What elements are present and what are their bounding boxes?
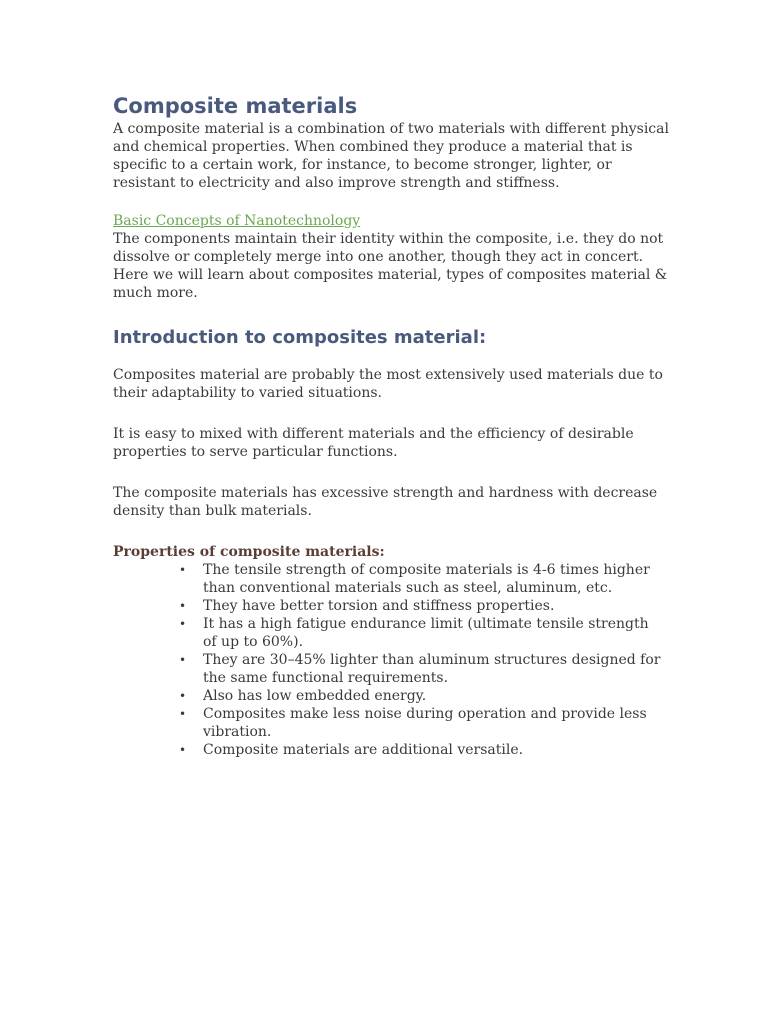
learn-more-paragraph: Here we will learn about composites material, types of composites material & much more. [113,267,668,301]
intro-paragraph: A composite material is a combination of two materials with different physical and chemical properties. When combined they produce a material that is specific to a certain work, for instance, to become stronger, lighter, or resistant to electricity and also improve strength and stiffness. [113,121,669,191]
section-title: Introduction to composites material: [113,327,487,348]
bullet-icon: • [179,707,187,721]
list-item-text: Composite materials are additional versatile. [203,742,524,758]
bullet-icon: • [179,599,187,613]
page-title: Composite materials [113,94,358,118]
nanotechnology-link[interactable]: Basic Concepts of Nanotechnology [113,213,361,229]
list-item-text: Also has low embedded energy. [203,688,427,704]
spacer [113,402,673,425]
body-paragraph-2: It is easy to mixed with different materials and the efficiency of desirable properties to serve particular functions. [113,426,634,460]
properties-heading: Properties of composite materials: [113,544,385,560]
spacer [113,520,673,543]
body-paragraph-1: Composites material are probably the most extensively used materials due to their adaptability to varied situations. [113,367,663,401]
bullet-icon: • [179,689,187,703]
list-item [175,741,663,759]
bullet-icon: • [179,563,187,577]
document-page [113,92,673,759]
components-paragraph: The components maintain their identity within the composite, i.e. they do not dissolve or completely merge into one another, though they act in concert. [113,231,664,265]
list-item-text: It has a high fatigue endurance limit (ultimate tensile strength of up to 60%). [203,616,649,650]
list-item [175,687,663,705]
bullet-icon: • [179,617,187,631]
bullet-icon: • [179,743,187,757]
list-item-text: They have better torsion and stiffness properties. [203,598,555,614]
list-item-text: Composites make less noise during operation and provide less vibration. [203,706,647,740]
list-item [175,651,663,687]
body-paragraph-3: The composite materials has excessive strength and hardness with decrease density than bulk materials. [113,485,658,519]
bullet-icon: • [179,653,187,667]
spacer [113,461,673,484]
list-item [175,561,663,597]
spacer [113,302,673,326]
list-item-text: The tensile strength of composite materials is 4-6 times higher than conventional materials such as steel, aluminum, etc. [203,562,650,596]
list-item [175,597,663,615]
list-item-text: They are 30–45% lighter than aluminum structures designed for the same functional requirements. [203,652,661,686]
list-item [175,705,663,741]
spacer [113,192,673,212]
spacer [113,350,673,366]
list-item [175,615,663,651]
properties-list [113,561,673,759]
